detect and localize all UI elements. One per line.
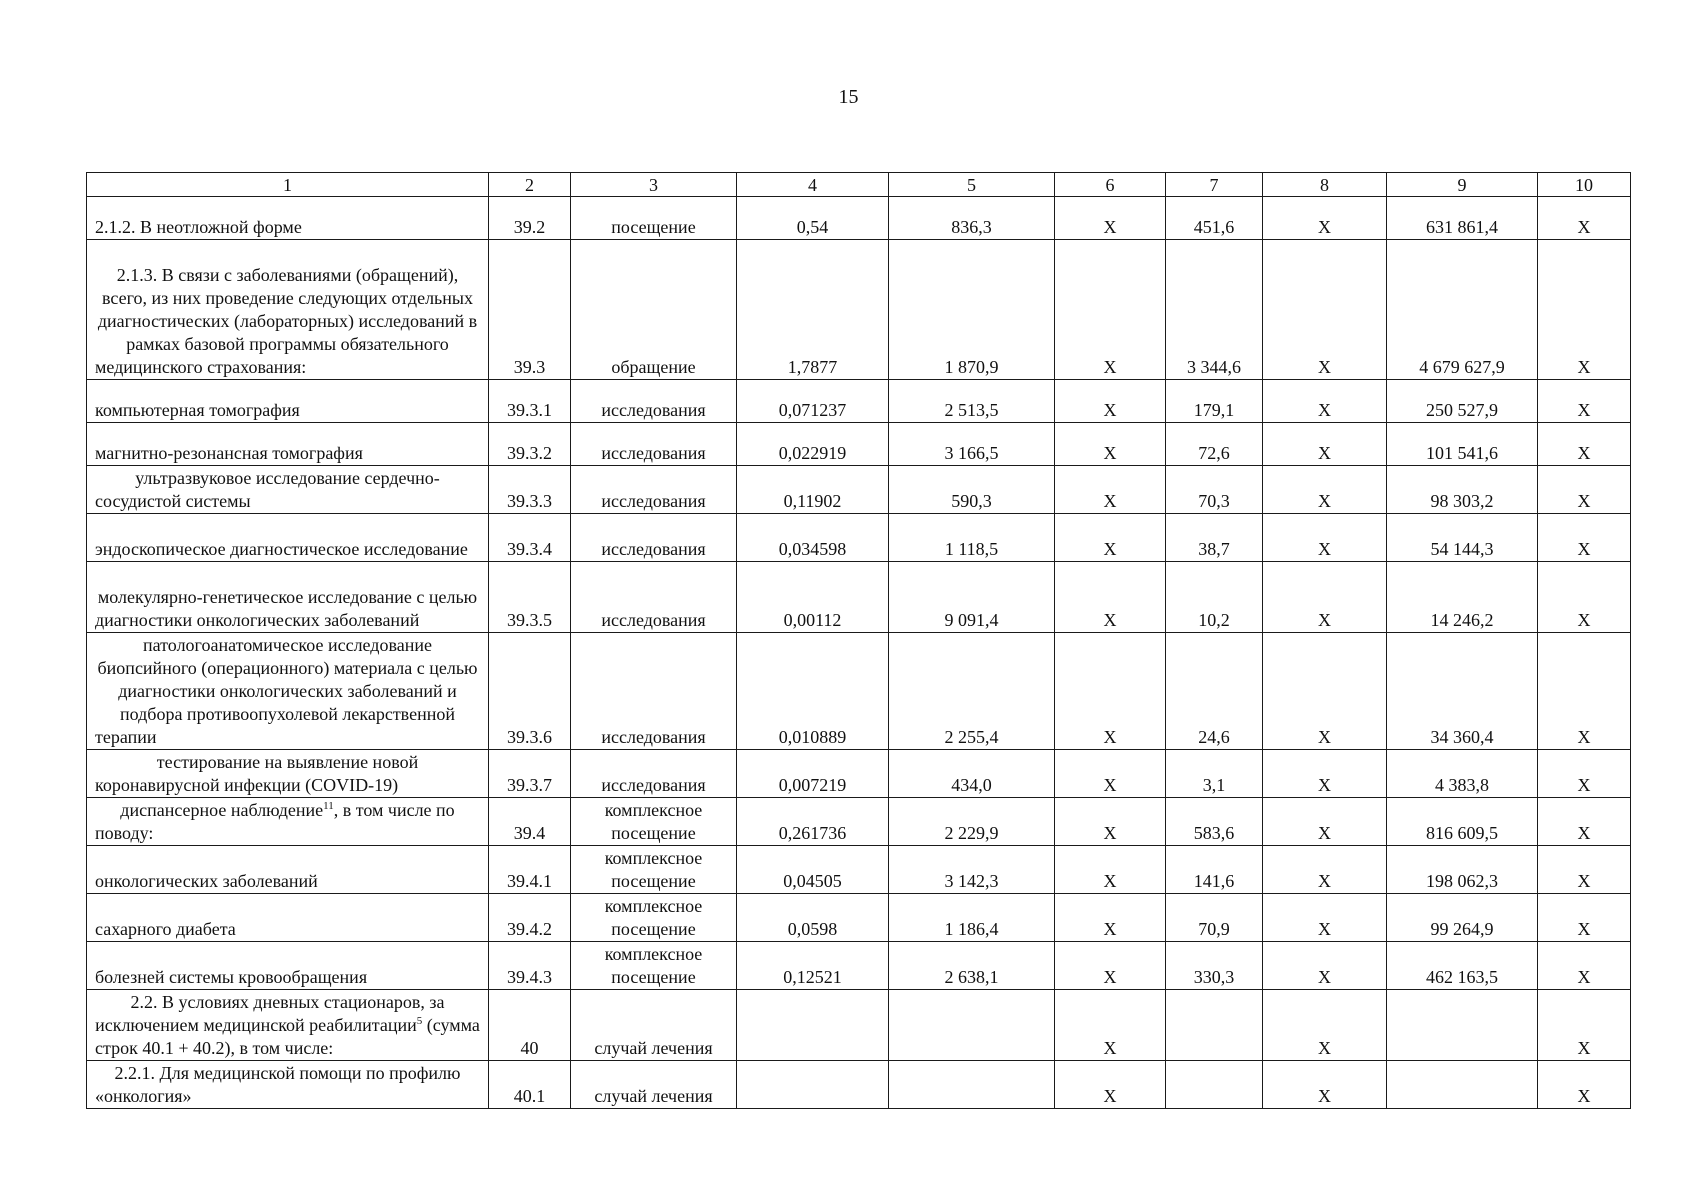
- row-unit: случай лечения: [571, 990, 737, 1061]
- cell-col10: Х: [1538, 423, 1631, 466]
- cell-col6: Х: [1055, 562, 1166, 633]
- table-row: [87, 846, 1631, 894]
- cell-col8: Х: [1263, 514, 1387, 562]
- cell-col4: 0,11902: [737, 466, 889, 514]
- cell-col6: Х: [1055, 846, 1166, 894]
- cell-col8: Х: [1263, 240, 1387, 380]
- row-name-text: диспансерное наблюдение: [120, 800, 324, 820]
- row-name: компьютерная томография: [87, 380, 489, 423]
- column-number-row: [87, 173, 1631, 197]
- row-name: болезней системы кровообращения: [87, 942, 489, 990]
- cell-col5: 2 513,5: [889, 380, 1055, 423]
- cell-col6: Х: [1055, 197, 1166, 240]
- cell-col6: Х: [1055, 380, 1166, 423]
- cell-col4: [737, 990, 889, 1061]
- cell-col9: [1387, 1061, 1538, 1109]
- cell-col7: 24,6: [1166, 633, 1263, 750]
- column-number: 5: [889, 173, 1055, 197]
- cell-col5: 2 229,9: [889, 798, 1055, 846]
- cell-col10: Х: [1538, 846, 1631, 894]
- row-name: ультразвуковое исследование сердечно-сосудистой системы: [87, 466, 489, 514]
- row-unit: исследования: [571, 562, 737, 633]
- cell-col8: Х: [1263, 423, 1387, 466]
- column-number: 8: [1263, 173, 1387, 197]
- norms-table: [86, 172, 1631, 1109]
- cell-col8: Х: [1263, 1061, 1387, 1109]
- footnote-ref: 11: [323, 800, 334, 812]
- cell-col9: 250 527,9: [1387, 380, 1538, 423]
- cell-col6: Х: [1055, 798, 1166, 846]
- cell-col5: [889, 1061, 1055, 1109]
- cell-col7: 38,7: [1166, 514, 1263, 562]
- table-row: [87, 197, 1631, 240]
- row-unit: случай лечения: [571, 1061, 737, 1109]
- row-name-tail: , в том числе по поводу:: [95, 800, 455, 843]
- column-number: 9: [1387, 173, 1538, 197]
- footnote-ref: 5: [416, 1015, 423, 1027]
- row-code: 40: [489, 990, 571, 1061]
- row-unit: исследования: [571, 423, 737, 466]
- cell-col5: 2 255,4: [889, 633, 1055, 750]
- cell-col6: Х: [1055, 423, 1166, 466]
- row-name: тестирование на выявление новой коронавирусной инфекции (COVID-19): [87, 750, 489, 798]
- row-name: магнитно-резонансная томография: [87, 423, 489, 466]
- row-name: [87, 990, 489, 1061]
- cell-col4: 0,12521: [737, 942, 889, 990]
- row-unit: обращение: [571, 240, 737, 380]
- cell-col10: Х: [1538, 514, 1631, 562]
- cell-col10: Х: [1538, 633, 1631, 750]
- cell-col6: Х: [1055, 633, 1166, 750]
- row-unit: комплексное посещение: [571, 942, 737, 990]
- cell-col5: 1 118,5: [889, 514, 1055, 562]
- row-unit: посещение: [571, 197, 737, 240]
- cell-col10: Х: [1538, 466, 1631, 514]
- row-code: 39.3.4: [489, 514, 571, 562]
- row-unit: комплексное посещение: [571, 846, 737, 894]
- table-row: [87, 423, 1631, 466]
- row-code: 39.3: [489, 240, 571, 380]
- column-number: 1: [87, 173, 489, 197]
- cell-col6: Х: [1055, 240, 1166, 380]
- row-code: 39.3.7: [489, 750, 571, 798]
- cell-col5: 3 142,3: [889, 846, 1055, 894]
- cell-col9: 54 144,3: [1387, 514, 1538, 562]
- table-row: [87, 942, 1631, 990]
- row-code: 40.1: [489, 1061, 571, 1109]
- row-name: [87, 798, 489, 846]
- cell-col9: 99 264,9: [1387, 894, 1538, 942]
- cell-col9: 4 679 627,9: [1387, 240, 1538, 380]
- cell-col7: 330,3: [1166, 942, 1263, 990]
- cell-col9: 4 383,8: [1387, 750, 1538, 798]
- table-row: [87, 380, 1631, 423]
- cell-col7: 70,9: [1166, 894, 1263, 942]
- cell-col9: 14 246,2: [1387, 562, 1538, 633]
- row-code: 39.4.2: [489, 894, 571, 942]
- cell-col4: 0,007219: [737, 750, 889, 798]
- cell-col5: 836,3: [889, 197, 1055, 240]
- cell-col4: 0,071237: [737, 380, 889, 423]
- row-unit: исследования: [571, 380, 737, 423]
- row-unit: исследования: [571, 750, 737, 798]
- cell-col7: 179,1: [1166, 380, 1263, 423]
- cell-col8: Х: [1263, 562, 1387, 633]
- row-name: 2.1.3. В связи с заболеваниями (обращений), всего, из них проведение следующих отдельных диагностических (лабораторных) исследований в рамках базовой программы обязательного медицинского страхования:: [87, 240, 489, 380]
- cell-col5: 2 638,1: [889, 942, 1055, 990]
- cell-col9: [1387, 990, 1538, 1061]
- cell-col6: Х: [1055, 1061, 1166, 1109]
- row-name-tail: (сумма строк 40.1 + 40.2), в том числе:: [95, 1015, 480, 1058]
- row-name: сахарного диабета: [87, 894, 489, 942]
- cell-col4: 0,00112: [737, 562, 889, 633]
- column-number: 3: [571, 173, 737, 197]
- row-unit: исследования: [571, 514, 737, 562]
- row-code: 39.4: [489, 798, 571, 846]
- cell-col8: Х: [1263, 798, 1387, 846]
- cell-col6: Х: [1055, 894, 1166, 942]
- cell-col10: Х: [1538, 240, 1631, 380]
- cell-col7: 583,6: [1166, 798, 1263, 846]
- cell-col4: 0,022919: [737, 423, 889, 466]
- row-code: 39.3.5: [489, 562, 571, 633]
- cell-col10: Х: [1538, 562, 1631, 633]
- cell-col10: Х: [1538, 798, 1631, 846]
- cell-col8: Х: [1263, 750, 1387, 798]
- row-code: 39.3.1: [489, 380, 571, 423]
- row-code: 39.3.3: [489, 466, 571, 514]
- cell-col4: [737, 1061, 889, 1109]
- table-row: [87, 798, 1631, 846]
- cell-col10: Х: [1538, 990, 1631, 1061]
- row-name: молекулярно-генетическое исследование с целью диагностики онкологических заболеваний: [87, 562, 489, 633]
- cell-col7: 72,6: [1166, 423, 1263, 466]
- cell-col9: 816 609,5: [1387, 798, 1538, 846]
- row-code: 39.3.2: [489, 423, 571, 466]
- cell-col5: 1 186,4: [889, 894, 1055, 942]
- cell-col7: [1166, 1061, 1263, 1109]
- cell-col4: 0,04505: [737, 846, 889, 894]
- row-name: 2.2.1. Для медицинской помощи по профилю «онкология»: [87, 1061, 489, 1109]
- column-number: 7: [1166, 173, 1263, 197]
- table-row: [87, 633, 1631, 750]
- row-code: 39.3.6: [489, 633, 571, 750]
- row-code: 39.4.3: [489, 942, 571, 990]
- cell-col8: Х: [1263, 197, 1387, 240]
- cell-col8: Х: [1263, 942, 1387, 990]
- row-code: 39.4.1: [489, 846, 571, 894]
- cell-col10: Х: [1538, 750, 1631, 798]
- cell-col4: 0,54: [737, 197, 889, 240]
- cell-col7: 10,2: [1166, 562, 1263, 633]
- cell-col7: 3 344,6: [1166, 240, 1263, 380]
- cell-col9: 198 062,3: [1387, 846, 1538, 894]
- cell-col8: Х: [1263, 990, 1387, 1061]
- row-name-text: 2.2. В условиях дневных стационаров, за исключением медицинской реабилитации: [95, 992, 445, 1035]
- cell-col6: Х: [1055, 942, 1166, 990]
- page-number: 15: [838, 86, 859, 108]
- cell-col5: 9 091,4: [889, 562, 1055, 633]
- cell-col8: Х: [1263, 633, 1387, 750]
- cell-col8: Х: [1263, 466, 1387, 514]
- cell-col6: Х: [1055, 466, 1166, 514]
- column-number: 10: [1538, 173, 1631, 197]
- row-name: онкологических заболеваний: [87, 846, 489, 894]
- table-row: [87, 990, 1631, 1061]
- cell-col7: 141,6: [1166, 846, 1263, 894]
- cell-col5: 1 870,9: [889, 240, 1055, 380]
- cell-col6: Х: [1055, 990, 1166, 1061]
- cell-col7: 451,6: [1166, 197, 1263, 240]
- cell-col6: Х: [1055, 750, 1166, 798]
- table-row: [87, 562, 1631, 633]
- cell-col4: 0,034598: [737, 514, 889, 562]
- cell-col4: 0,0598: [737, 894, 889, 942]
- cell-col4: 1,7877: [737, 240, 889, 380]
- cell-col10: Х: [1538, 1061, 1631, 1109]
- cell-col7: [1166, 990, 1263, 1061]
- column-number: 2: [489, 173, 571, 197]
- row-unit: исследования: [571, 633, 737, 750]
- table-row: [87, 750, 1631, 798]
- row-unit: комплексное посещение: [571, 798, 737, 846]
- cell-col9: 462 163,5: [1387, 942, 1538, 990]
- cell-col10: Х: [1538, 894, 1631, 942]
- row-name: эндоскопическое диагностическое исследование: [87, 514, 489, 562]
- cell-col4: 0,010889: [737, 633, 889, 750]
- cell-col10: Х: [1538, 380, 1631, 423]
- cell-col7: 3,1: [1166, 750, 1263, 798]
- cell-col9: 101 541,6: [1387, 423, 1538, 466]
- cell-col9: 98 303,2: [1387, 466, 1538, 514]
- table-row: [87, 1061, 1631, 1109]
- cell-col5: [889, 990, 1055, 1061]
- row-name: патологоанатомическое исследование биопсийного (операционного) материала с целью диагностики онкологических заболеваний и подбора противоопухолевой лекарственной терапии: [87, 633, 489, 750]
- row-unit: исследования: [571, 466, 737, 514]
- cell-col6: Х: [1055, 514, 1166, 562]
- cell-col5: 590,3: [889, 466, 1055, 514]
- table-row: [87, 894, 1631, 942]
- cell-col10: Х: [1538, 942, 1631, 990]
- table-row: [87, 466, 1631, 514]
- cell-col5: 434,0: [889, 750, 1055, 798]
- row-name: 2.1.2. В неотложной форме: [87, 197, 489, 240]
- cell-col4: 0,261736: [737, 798, 889, 846]
- cell-col9: 631 861,4: [1387, 197, 1538, 240]
- cell-col7: 70,3: [1166, 466, 1263, 514]
- table-row: [87, 514, 1631, 562]
- cell-col10: Х: [1538, 197, 1631, 240]
- cell-col5: 3 166,5: [889, 423, 1055, 466]
- column-number: 4: [737, 173, 889, 197]
- row-unit: комплексное посещение: [571, 894, 737, 942]
- row-code: 39.2: [489, 197, 571, 240]
- cell-col9: 34 360,4: [1387, 633, 1538, 750]
- cell-col8: Х: [1263, 846, 1387, 894]
- cell-col8: Х: [1263, 380, 1387, 423]
- table-row: [87, 240, 1631, 380]
- column-number: 6: [1055, 173, 1166, 197]
- cell-col8: Х: [1263, 894, 1387, 942]
